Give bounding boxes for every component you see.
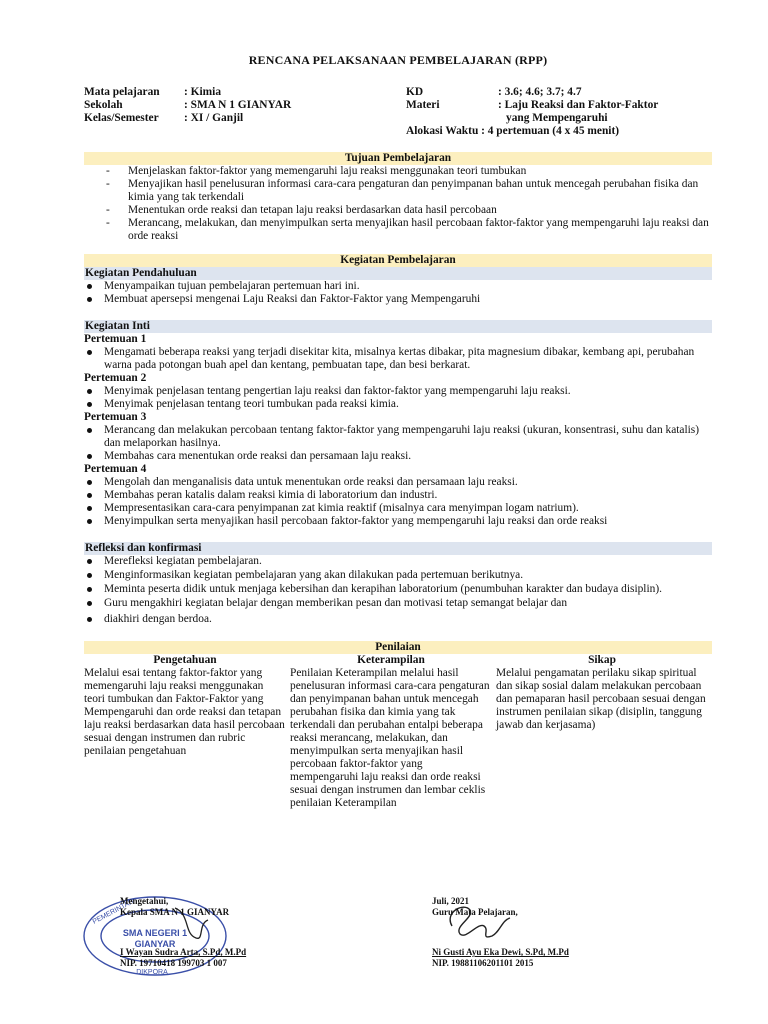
list-item: - Menyajikan hasil penelusuran informasi cara-cara pengaturan dan penyimpanan bahan untuk mencegah perubahan fisika dan kimia yang tak terkendali [84, 178, 712, 204]
kd-key: KD [406, 86, 424, 98]
list-item: Menyimak penjelasan tentang pengertian laju reaksi dan faktor-faktor yang mempengaruhi laju reaksi. [84, 385, 712, 398]
pertemuan-2-label: Pertemuan 2 [84, 372, 147, 384]
refleksi-label: Refleksi dan konfirmasi [84, 542, 712, 555]
stamp-school-text: SMA NEGERI 1 [122, 928, 188, 938]
kelas-value: : XI / Ganjil [184, 112, 244, 124]
list-item: - Menjelaskan faktor-faktor yang memengaruhi laju reaksi menggunakan teori tumbukan [84, 165, 712, 178]
info-left [84, 86, 406, 138]
kd-value: : 3.6; 4.6; 3.7; 4.7 [498, 86, 582, 98]
pendahuluan-list [84, 280, 712, 306]
pertemuan-1-label: Pertemuan 1 [84, 333, 147, 345]
right-sig-line1: Juli, 2021 [432, 896, 470, 906]
list-item: Meminta peserta didik untuk menjaga kebersihan dan kerapihan laboratorium (penumbuhan karakter dan budaya disiplin). [84, 583, 712, 596]
list-item: Menyampaikan tujuan pembelajaran pertemuan hari ini. [84, 280, 712, 293]
pertemuan-4-list [84, 476, 712, 528]
list-item: Merefleksi kegiatan pembelajaran. [84, 555, 712, 568]
teacher-name: Ni Gusti Ayu Eka Dewi, S.Pd, M.Pd [432, 947, 569, 957]
keterampilan-column [290, 654, 496, 810]
tujuan-heading: Tujuan Pembelajaran [84, 152, 712, 165]
tujuan-list [84, 165, 712, 243]
keterampilan-text: Penilaian Keterampilan melalui hasil penelusuran informasi cara-cara pengaturan dan penyimpanan bahan untuk mencegah perubahan fisika dan kimia yang tak terkendali dan perubahan entalpi beberapa reaksi merancang, melakukan, dan menyimpulkan serta menyajikan hasil percobaan faktor-faktor yang mempengaruhi laju reaksi dan orde reaksi sesuai dengan instrumen dan lembar ceklis penilaian Keterampilan [290, 667, 490, 809]
list-item: Mempresentasikan cara-cara penyimpanan zat kimia reaktif (misalnya cara menyimpan logam natrium). [84, 502, 712, 515]
list-item: diakhiri dengan berdoa. [84, 613, 712, 626]
materi-key: Materi [406, 99, 440, 111]
list-item: Membahas peran katalis dalam reaksi kimia di laboratorium dan industri. [84, 489, 712, 502]
stamp-bottom-text: DIKPORA [136, 969, 168, 976]
alokasi-waktu: Alokasi Waktu : 4 pertemuan (4 x 45 menit) [406, 125, 620, 137]
list-item: - Merancang, melakukan, dan menyimpulkan serta menyajikan hasil percobaan faktor-faktor yang mempengaruhi laju reaksi dan orde reaksi [84, 217, 712, 243]
pengetahuan-label: Pengetahuan [153, 654, 217, 666]
pertemuan-3-list [84, 424, 712, 463]
sekolah-key: Sekolah [84, 99, 123, 111]
left-signature-block [120, 896, 246, 969]
left-sig-line1: Mengetahui, [120, 896, 169, 906]
pertemuan-4-label: Pertemuan 4 [84, 463, 147, 475]
list-item: Guru mengakhiri kegiatan belajar dengan memberikan pesan dan motivasi tetap semangat belajar dan [84, 597, 712, 610]
list-item: Menyimak penjelasan tentang teori tumbukan pada reaksi kimia. [84, 398, 712, 411]
teacher-nip: NIP. 19881106201101 2015 [432, 958, 534, 968]
mapel-key: Mata pelajaran [84, 86, 160, 98]
right-signature-block [432, 896, 569, 969]
list-item: Merancang dan melakukan percobaan tentang faktor-faktor yang mempengaruhi laju reaksi (ukuran, konsentrasi, suhu dan katalis) dan melaporkan hasilnya. [84, 424, 712, 450]
list-item: Mengolah dan menganalisis data untuk menentukan orde reaksi dan persamaan laju reaksi. [84, 476, 712, 489]
pertemuan-3-label: Pertemuan 3 [84, 411, 147, 423]
pendahuluan-label: Kegiatan Pendahuluan [84, 267, 712, 280]
sikap-text: Melalui pengamatan perilaku sikap spiritual dan sikap sosial dalam melakukan percobaan dan pemaparan hasil percobaan sesuai dengan instrumen penilaian sikap (disiplin, tanggung jawab dan kerjasama) [496, 667, 706, 731]
info-right [406, 86, 712, 138]
penilaian-heading: Penilaian [84, 641, 712, 654]
materi-value-cont: yang Mempengaruhi [506, 112, 608, 124]
list-item: Membahas cara menentukan orde reaksi dan persamaan laju reaksi. [84, 450, 712, 463]
document-title: RENCANA PELAKSANAAN PEMBELAJARAN (RPP) [248, 53, 548, 67]
stamp-city-text: GIANYAR [134, 939, 176, 949]
inti-label: Kegiatan Inti [84, 320, 712, 333]
sikap-label: Sikap [588, 654, 616, 666]
sikap-column [496, 654, 712, 810]
pertemuan-2-list [84, 385, 712, 411]
stamp-top-text: PEMERINTAH [91, 898, 136, 926]
list-item: Membuat apersepsi mengenai Laju Reaksi dan Faktor-Faktor yang Mempengaruhi [84, 293, 712, 306]
list-item: - Menentukan orde reaksi dan tetapan laju reaksi berdasarkan data hasil percobaan [84, 204, 712, 217]
right-sig-line2: Guru Mata Pelajaran, [432, 907, 518, 917]
materi-value: : Laju Reaksi dan Faktor-Faktor [498, 99, 659, 111]
list-item: Menyimpulkan serta menyajikan hasil percobaan faktor-faktor yang mempengaruhi laju reaksi dan orde reaksi [84, 515, 712, 528]
refleksi-list [84, 555, 712, 626]
mapel-value: : Kimia [184, 86, 222, 98]
kelas-key: Kelas/Semester [84, 112, 159, 124]
keterampilan-label: Keterampilan [357, 654, 425, 666]
list-item: Menginformasikan kegiatan pembelajaran yang akan dilakukan pada pertemuan berikutnya. [84, 569, 712, 582]
penilaian-columns [84, 654, 712, 810]
pertemuan-1-list [84, 346, 712, 372]
info-block [84, 86, 712, 138]
headmaster-nip: NIP. 19710418 199703 1 007 [120, 958, 227, 968]
kegiatan-heading: Kegiatan Pembelajaran [84, 254, 712, 267]
list-item: Mengamati beberapa reaksi yang terjadi disekitar kita, misalnya kertas dibakar, pita magnesium dibakar, kembang api, perubahan warna pada potongan buah apel dan kentang, pembuatan tape, dan besi berkarat. [84, 346, 712, 372]
sekolah-value: : SMA N 1 GIANYAR [184, 99, 292, 111]
headmaster-name: I Wayan Sudra Arta, S.Pd, M.Pd [120, 947, 247, 957]
pengetahuan-column [84, 654, 290, 810]
left-sig-line2: Kepala SMA N 1 GIANYAR [120, 907, 230, 917]
rpp-document [84, 54, 712, 810]
pengetahuan-text: Melalui esai tentang faktor-faktor yang memengaruhi laju reaksi menggunakan teori tumbukan dan Faktor-Faktor yang Mempengaruhi dan orde reaksi dan tetapan laju reaksi berdasarkan data hasil percobaan sesuai dengan instrumen dan rubric penilaian pengetahuan [84, 667, 285, 757]
